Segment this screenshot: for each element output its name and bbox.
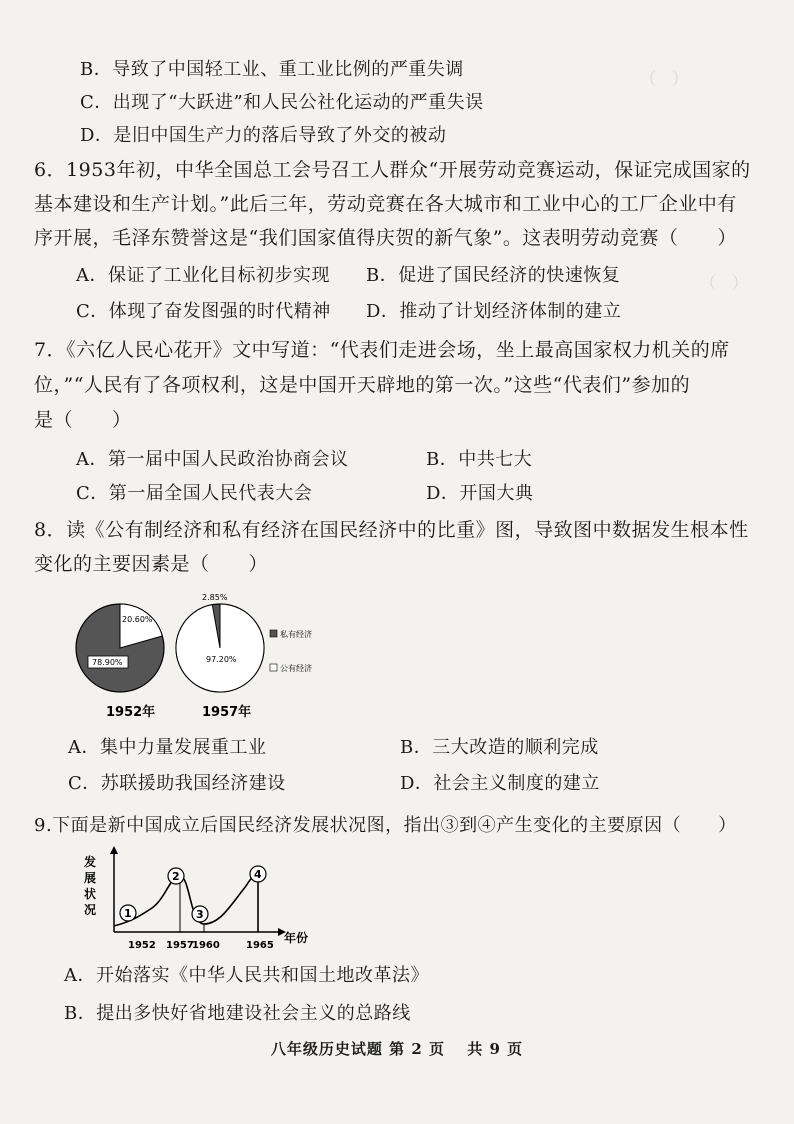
legend-swatch-public	[270, 664, 277, 671]
q6-stem-line3: 序开展，毛泽东赞誉这是“我们国家值得庆贺的新气象”。这表明劳动竞赛（ ）	[34, 227, 737, 249]
x-axis-label: 年份	[284, 931, 309, 945]
tick-1957: 1957	[166, 940, 194, 951]
legend-label-public: 公有经济	[280, 664, 312, 673]
q8-option-c[interactable]: C．苏联援助我国经济建设	[68, 773, 286, 794]
q9-option-a[interactable]: A．开始落实《中华人民共和国土地改革法》	[64, 965, 429, 986]
pie-slice-public	[176, 604, 264, 692]
pie-1957-year-label: 1957年	[202, 705, 252, 720]
tick-1960: 1960	[192, 940, 220, 951]
y-axis-arrow	[110, 846, 118, 854]
marker-4-label: 4	[254, 868, 262, 881]
legend-swatch-private	[270, 630, 277, 637]
q7-option-d[interactable]: D．开国大典	[426, 483, 534, 504]
tick-1965: 1965	[246, 940, 274, 951]
q7-option-c[interactable]: C．第一届全国人民代表大会	[76, 483, 313, 504]
q7-option-b[interactable]: B．中共七大	[426, 449, 533, 470]
q5-option-c[interactable]: C．出现了“大跃进”和人民公社化运动的严重失误	[80, 92, 484, 113]
q7-stem-line3: 是（ ）	[34, 409, 132, 431]
q8-stem-line1: 8．读《公有制经济和私有经济在国民经济中的比重》图，导致图中数据发生根本性	[34, 519, 749, 541]
pie-1957-public-label: 97.20%	[206, 655, 237, 664]
q7-stem-line2: 位，”“人民有了各项权利，这是中国开天辟地的第一次。”这些“代表们”参加的	[34, 374, 691, 396]
q8-stem-line2: 变化的主要因素是（ ）	[34, 553, 269, 575]
q6-option-d[interactable]: D．推动了计划经济体制的建立	[366, 301, 622, 322]
marker-1-label: 1	[124, 907, 132, 920]
tick-1952: 1952	[128, 940, 156, 951]
q7-stem-line1: 7．《六亿人民心花开》文中写道：“代表们走进会场，坐上最高国家权力机关的席	[34, 339, 730, 361]
q9-option-b[interactable]: B．提出多快好省地建设社会主义的总路线	[64, 1003, 411, 1024]
pie-1952-year-label: 1952年	[106, 705, 156, 720]
q6-option-a[interactable]: A．保证了工业化目标初步实现	[76, 265, 330, 286]
pie-1952-public-label: 20.60%	[122, 615, 153, 624]
q5-option-d[interactable]: D．是旧中国生产力的落后导致了外交的被动	[80, 125, 447, 146]
q6-stem-line1: 6．1953年初，中华全国总工会号召工人群众“开展劳动竞赛运动，保证完成国家的	[34, 159, 751, 181]
pie-1957-private-label: 2.85%	[202, 593, 228, 602]
economy-line-chart	[80, 846, 340, 956]
q8-option-b[interactable]: B．三大改造的顺利完成	[400, 737, 599, 758]
q8-option-a[interactable]: A．集中力量发展重工业	[68, 737, 267, 758]
q6-option-c[interactable]: C．体现了奋发图强的时代精神	[76, 301, 331, 322]
economy-curve	[114, 875, 258, 932]
y-axis-label: 发 展 状 况	[84, 855, 97, 917]
legend-label-private: 私有经济	[280, 630, 312, 639]
pie-1952-private-label: 78.90%	[92, 658, 123, 667]
pie-charts-figure	[74, 590, 374, 720]
marker-3-label: 3	[196, 908, 204, 921]
marker-2-label: 2	[172, 870, 180, 883]
q8-option-d[interactable]: D．社会主义制度的建立	[400, 773, 600, 794]
bleed-through-text: （ ）	[700, 273, 749, 292]
pie-chart-1957	[176, 604, 264, 692]
q5-option-b[interactable]: B．导致了中国轻工业、重工业比例的严重失调	[80, 59, 464, 80]
q6-stem-line2: 基本建设和生产计划。”此后三年，劳动竞赛在各大城市和工业中心的工厂企业中有	[34, 193, 737, 215]
q9-stem: 9.下面是新中国成立后国民经济发展状况图，指出③到④产生变化的主要原因（ ）	[34, 815, 737, 836]
bleed-through-text: （ ）	[640, 69, 689, 88]
q6-option-b[interactable]: B．促进了国民经济的快速恢复	[366, 265, 621, 286]
page-footer: 八年级历史试题 第 2 页 共 9 页	[270, 1040, 524, 1058]
q7-option-a[interactable]: A．第一届中国人民政治协商会议	[76, 449, 349, 470]
